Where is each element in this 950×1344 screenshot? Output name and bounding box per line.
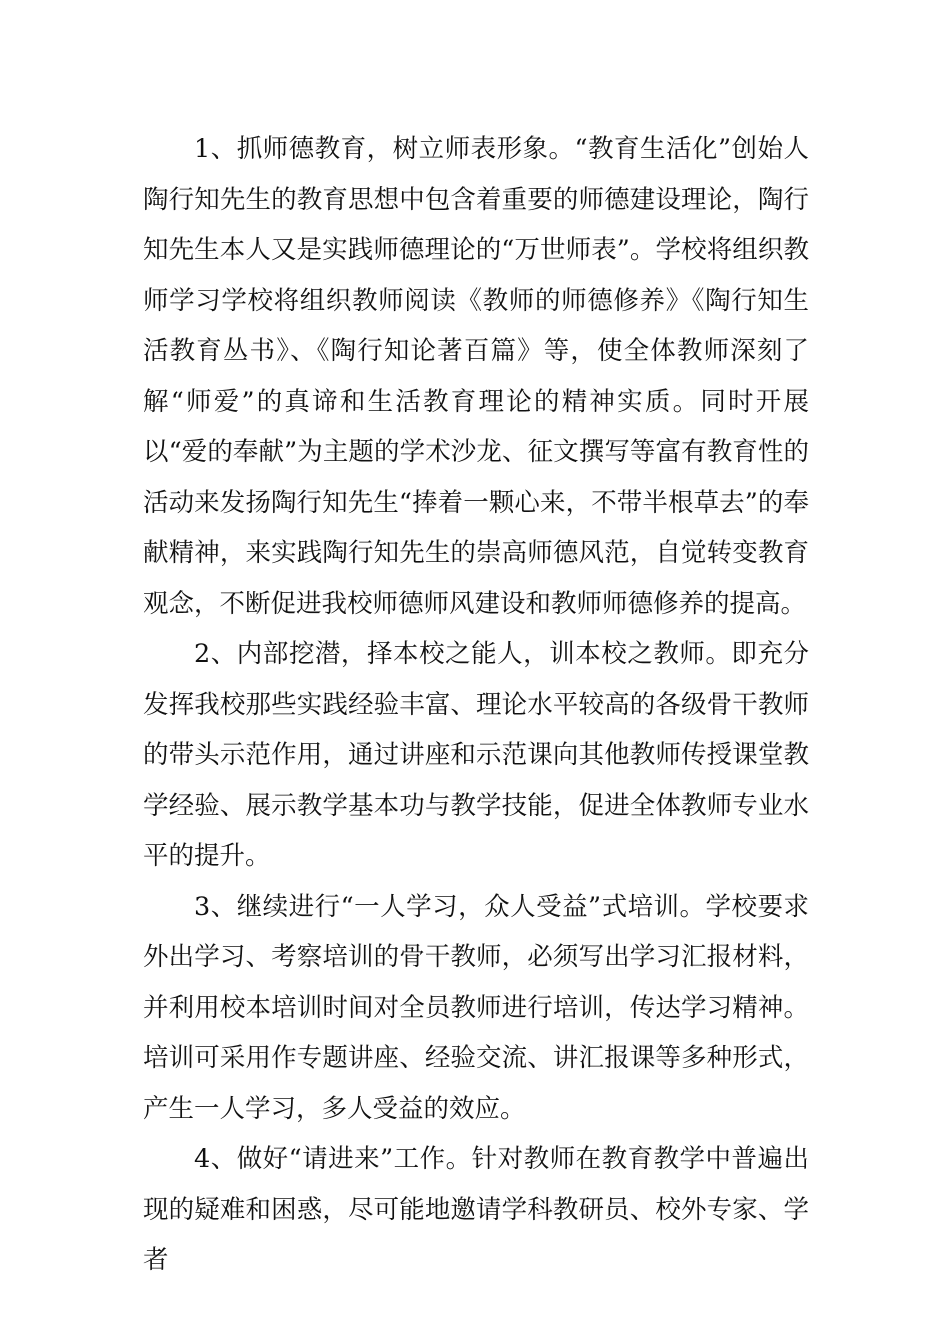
document-page [143,124,809,1334]
paragraph-teacher-ethics: 1、抓师德教育，树立师表形象。“教育生活化”创始人陶行知先生的教育思想中包含着重要的师德建设理论，陶行知先生本人又是实践师德理论的“万世师表”。学校将组织教师学习学校将组织教师阅读《教师的师德修养》《陶行知生活教育丛书》、《陶行知论著百篇》等，使全体教师深刻了解“师爱”的真谛和生活教育理论的精神实质。同时开展以“爱的奉献”为主题的学术沙龙、征文撰写等富有教育性的活动来发扬陶行知先生“捧着一颗心来，不带半根草去”的奉献精神，来实践陶行知先生的崇高师德风范，自觉转变教育观念，不断促进我校师德师风建设和教师师德修养的提高。 [143,134,809,619]
paragraph-one-learns-many-benefit: 3、继续进行“一人学习，众人受益”式培训。学校要求外出学习、考察培训的骨干教师，必须写出学习汇报材料，并利用校本培训时间对全员教师进行培训，传达学习精神。培训可采用作专题讲座、经验交流、讲汇报课等多种形式，产生一人学习，多人受益的效应。 [143,891,809,1124]
paragraph-internal-training: 2、内部挖潜，择本校之能人，训本校之教师。即充分发挥我校那些实践经验丰富、理论水平较高的各级骨干教师的带头示范作用，通过讲座和示范课向其他教师传授课堂教学经验、展示教学基本功与教学技能，促进全体教师专业水平的提升。 [143,639,809,871]
paragraph-invite-experts: 4、做好“请进来”工作。针对教师在教育教学中普遍出现的疑难和困惑，尽可能地邀请学科教研员、校外专家、学者 [143,1144,809,1275]
